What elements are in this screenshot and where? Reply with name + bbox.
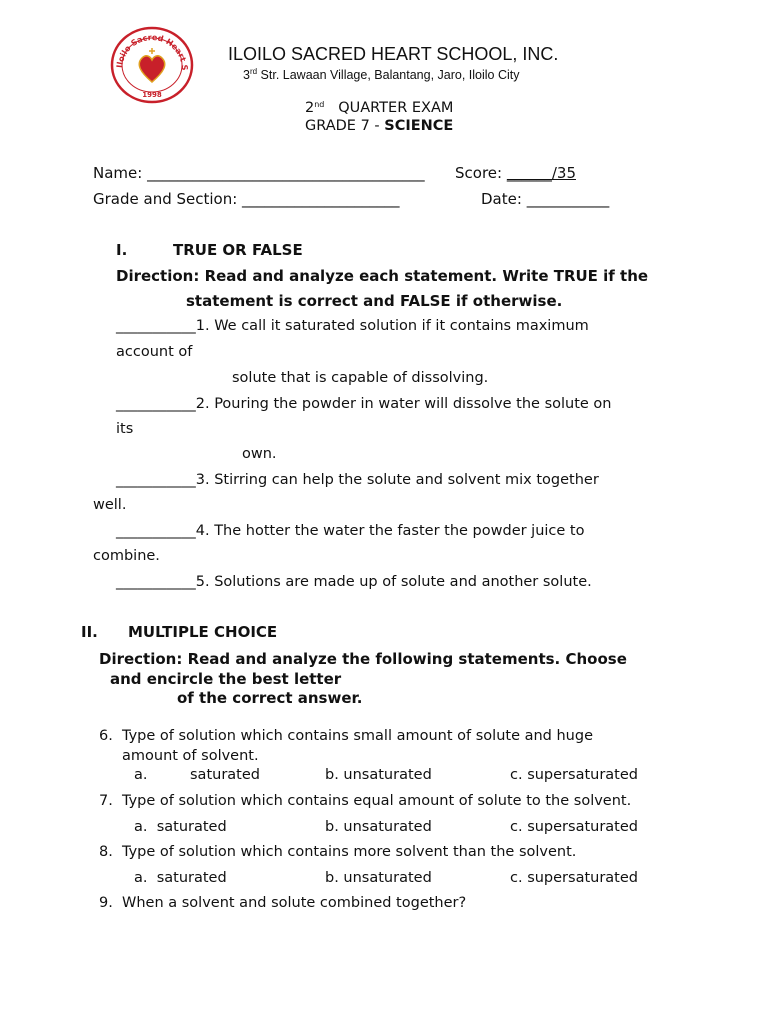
tf-item-3[interactable]: ___________3. Stirring can help the solute and solvent mix together bbox=[116, 472, 599, 488]
quarter-text: QUARTER EXAM bbox=[324, 100, 454, 116]
score-blank[interactable]: ______/35 bbox=[506, 164, 576, 182]
q8-option-b[interactable]: b. unsaturated bbox=[325, 870, 432, 886]
question-8-number: 8. bbox=[99, 844, 113, 860]
part1-direction-cont: statement is correct and FALSE if otherwise. bbox=[186, 292, 563, 310]
tf-item-1-cont: account of bbox=[116, 344, 193, 360]
address-rest: Str. Lawaan Village, Balantang, Jaro, Iloilo City bbox=[257, 68, 520, 82]
grade-subject: SCIENCE bbox=[384, 118, 454, 134]
school-name: ILOILO SACRED HEART SCHOOL, INC. bbox=[228, 44, 559, 64]
q8-option-c[interactable]: c. supersaturated bbox=[510, 870, 638, 886]
question-7-number: 7. bbox=[99, 793, 113, 809]
part1-title: TRUE OR FALSE bbox=[173, 241, 303, 259]
part1-direction: Direction: Read and analyze each statement. Write TRUE if the bbox=[116, 267, 649, 285]
date-label: Date: bbox=[481, 190, 527, 208]
q6-option-b[interactable]: b. unsaturated bbox=[325, 767, 432, 783]
logo-year: 1998 bbox=[142, 91, 162, 99]
q6-option-a-letter[interactable]: a. bbox=[134, 767, 148, 783]
part2-direction: Direction: Read and analyze the following statements. Choose bbox=[99, 650, 627, 668]
part1-number: I. bbox=[116, 241, 128, 259]
logo-text: Iloilo Sacred Heart S bbox=[115, 32, 190, 71]
grade-section-field[interactable] bbox=[93, 190, 400, 208]
name-label: Name: bbox=[93, 164, 148, 182]
score-field[interactable] bbox=[455, 164, 576, 182]
part2-number: II. bbox=[81, 623, 98, 641]
part2-title: MULTIPLE CHOICE bbox=[128, 623, 278, 641]
exam-grade bbox=[305, 118, 453, 134]
quarter-suffix: nd bbox=[314, 100, 325, 109]
tf-item-1[interactable]: ___________1. We call it saturated solution if it contains maximum bbox=[116, 318, 589, 334]
name-blank[interactable]: _____________________________________ bbox=[147, 164, 425, 182]
date-field[interactable] bbox=[481, 190, 609, 208]
quarter-number: 2 bbox=[305, 100, 315, 116]
question-7-text: Type of solution which contains equal amount of solute to the solvent. bbox=[122, 793, 632, 809]
address-suffix: rd bbox=[249, 67, 258, 76]
q8-option-a[interactable]: a. saturated bbox=[134, 870, 227, 886]
tf-item-4-cont: combine. bbox=[93, 548, 160, 564]
tf-item-5[interactable]: ___________5. Solutions are made up of solute and another solute. bbox=[116, 574, 592, 590]
question-6-number: 6. bbox=[99, 728, 113, 744]
school-address bbox=[243, 67, 520, 82]
q6-option-a[interactable]: saturated bbox=[190, 767, 260, 783]
tf-item-2-cont: its bbox=[116, 421, 134, 437]
exam-quarter bbox=[305, 100, 453, 116]
tf-item-2-cont2: own. bbox=[242, 446, 277, 462]
tf-item-1-cont2: solute that is capable of dissolving. bbox=[232, 370, 489, 386]
score-label: Score: bbox=[455, 164, 507, 182]
date-blank[interactable]: ___________ bbox=[526, 190, 610, 208]
q7-option-b[interactable]: b. unsaturated bbox=[325, 819, 432, 835]
q6-option-c[interactable]: c. supersaturated bbox=[510, 767, 638, 783]
address-number: 3 bbox=[243, 68, 250, 82]
question-9-number: 9. bbox=[99, 895, 113, 911]
q7-option-a[interactable]: a. saturated bbox=[134, 819, 227, 835]
grade-section-blank[interactable]: _____________________ bbox=[242, 190, 400, 208]
tf-item-2[interactable]: ___________2. Pouring the powder in water will dissolve the solute on bbox=[116, 396, 612, 412]
part2-direction-cont: and encircle the best letter bbox=[110, 670, 342, 688]
question-6-text: Type of solution which contains small amount of solute and huge bbox=[122, 728, 593, 744]
name-field[interactable] bbox=[93, 164, 425, 182]
question-9-text: When a solvent and solute combined together? bbox=[122, 895, 467, 911]
grade-section-label: Grade and Section: bbox=[93, 190, 243, 208]
grade-prefix: GRADE 7 - bbox=[305, 118, 385, 134]
tf-item-4[interactable]: ___________4. The hotter the water the faster the powder juice to bbox=[116, 523, 585, 539]
question-6-text-cont: amount of solvent. bbox=[122, 748, 259, 764]
part2-direction-cont2: of the correct answer. bbox=[177, 689, 363, 707]
school-logo bbox=[110, 26, 194, 104]
q7-option-c[interactable]: c. supersaturated bbox=[510, 819, 638, 835]
question-8-text: Type of solution which contains more solvent than the solvent. bbox=[122, 844, 577, 860]
tf-item-3-cont: well. bbox=[93, 497, 127, 513]
